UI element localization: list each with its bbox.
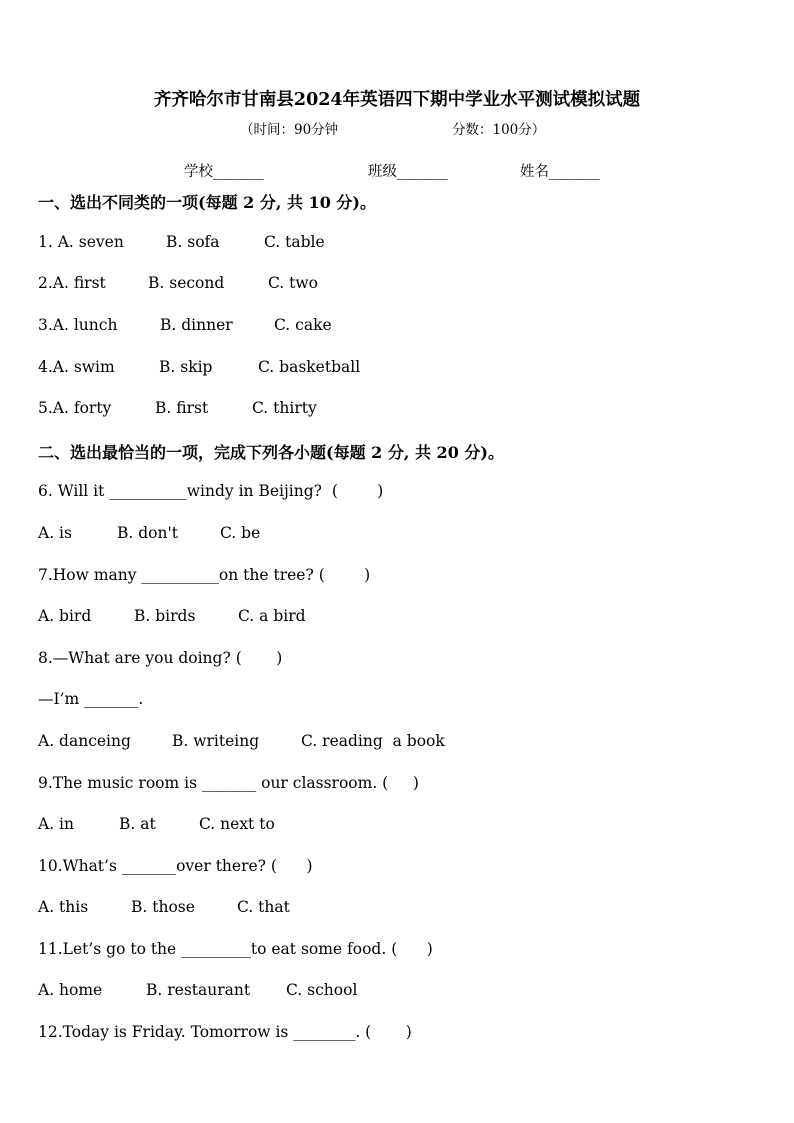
- q7-options: [38, 607, 738, 629]
- school-field: 学校_______: [184, 164, 264, 180]
- q9-stem: 9.The music room is _______ our classroom. ( ): [38, 774, 419, 792]
- q11-option-a: A. home: [38, 981, 103, 999]
- q10-stem: 10.What’s _______over there? ( ): [38, 857, 313, 875]
- score-label: 分数：100分）: [452, 122, 546, 138]
- question-1: [38, 233, 738, 255]
- q7-stem: 7.How many __________on the tree? ( ): [38, 566, 371, 584]
- q7-option-b: B. birds: [134, 607, 196, 625]
- q9-option-a: A. in: [38, 815, 74, 833]
- q12-stem: 12.Today is Friday. Tomorrow is ________. ( ): [38, 1023, 412, 1041]
- q2-option-c: C. two: [268, 274, 318, 292]
- q6-option-b: B. don't: [117, 524, 178, 542]
- q6-stem: 6. Will it __________windy in Beijing? ( ): [38, 482, 384, 500]
- q6-option-c: C. be: [220, 524, 261, 542]
- section2-heading: 二、选出最恰当的一项，完成下列各小题(每题 2 分, 共 20 分)。: [38, 443, 504, 462]
- q10-options: [38, 898, 738, 920]
- q6-options: [38, 524, 738, 546]
- q5-option-c: C. thirty: [252, 399, 317, 417]
- q1-option-c: C. table: [264, 233, 325, 251]
- q8-option-c: C. reading a book: [301, 732, 445, 750]
- q4-option-b: B. skip: [159, 358, 213, 376]
- question-5: [38, 399, 738, 421]
- q8-options: [38, 732, 738, 754]
- q5-option-b: B. first: [155, 399, 209, 417]
- q8-stem-response: —I’m _______.: [38, 690, 144, 708]
- q11-stem: 11.Let’s go to the _________to eat some food. ( ): [38, 940, 433, 958]
- class-field: 班级_______: [368, 164, 448, 180]
- q10-option-a: A. this: [38, 898, 89, 916]
- question-3: [38, 316, 738, 338]
- q3-option-c: C. cake: [274, 316, 332, 334]
- q6-option-a: A. is: [38, 524, 72, 542]
- q9-option-b: B. at: [119, 815, 156, 833]
- q11-option-b: B. restaurant: [146, 981, 251, 999]
- q10-option-c: C. that: [237, 898, 290, 916]
- section1-heading: 一、选出不同类的一项(每题 2 分, 共 10 分)。: [38, 193, 376, 212]
- q3-option-a: 3.A. lunch: [38, 316, 118, 334]
- name-field: 姓名_______: [520, 164, 600, 180]
- q2-option-a: 2.A. first: [38, 274, 106, 292]
- q11-option-c: C. school: [286, 981, 358, 999]
- q9-option-c: C. next to: [199, 815, 275, 833]
- q8-stem: 8.—What are you doing? ( ): [38, 649, 283, 667]
- q1-option-b: B. sofa: [166, 233, 220, 251]
- time-label: （时间：90分钟: [240, 122, 339, 138]
- q11-options: [38, 981, 738, 1003]
- q2-option-b: B. second: [148, 274, 225, 292]
- q8-option-b: B. writeing: [172, 732, 260, 750]
- q4-option-a: 4.A. swim: [38, 358, 115, 376]
- q4-option-c: C. basketball: [258, 358, 361, 376]
- question-2: [38, 274, 738, 296]
- q7-option-c: C. a bird: [238, 607, 306, 625]
- q7-option-a: A. bird: [38, 607, 92, 625]
- q8-option-a: A. danceing: [38, 732, 131, 750]
- q3-option-b: B. dinner: [160, 316, 233, 334]
- q10-option-b: B. those: [131, 898, 195, 916]
- page-title: 齐齐哈尔市甘南县2024年英语四下期中学业水平测试模拟试题: [153, 90, 641, 110]
- question-4: [38, 358, 738, 380]
- q9-options: [38, 815, 738, 837]
- q1-option-a: 1. A. seven: [38, 233, 124, 251]
- q5-option-a: 5.A. forty: [38, 399, 112, 417]
